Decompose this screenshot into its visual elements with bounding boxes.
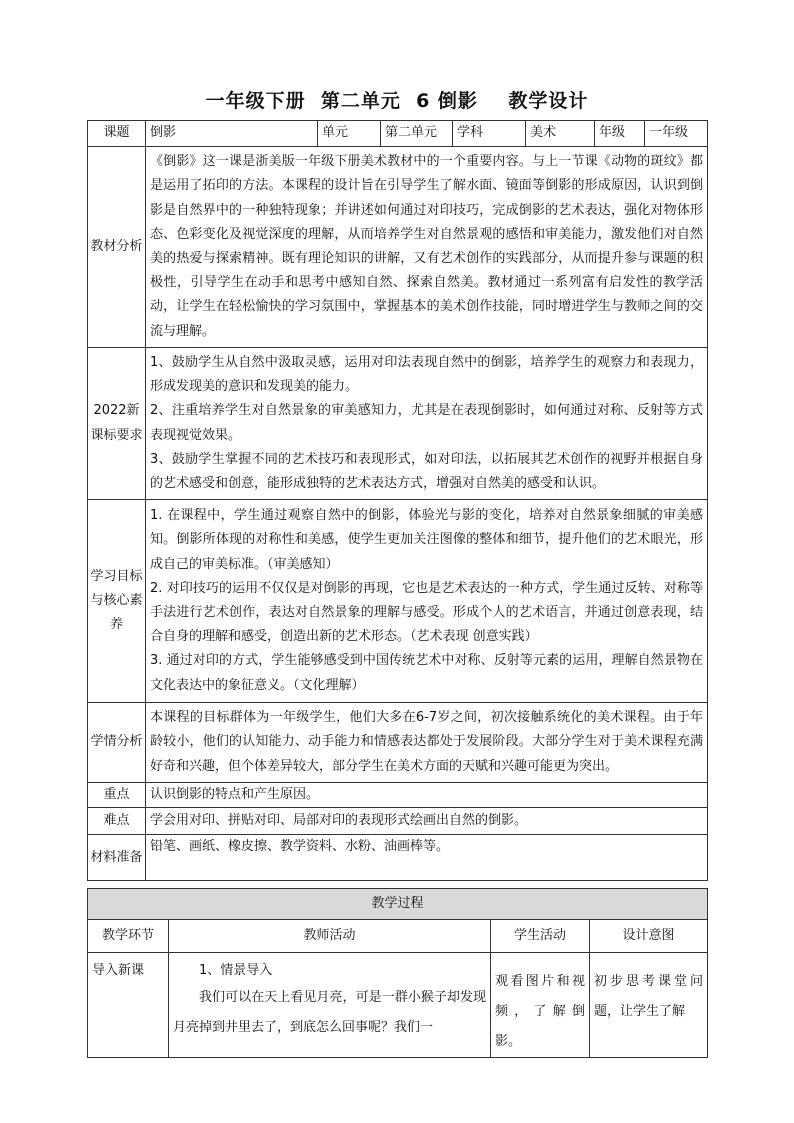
standards-item: 1、鼓励学生从自然中汲取灵感，运用对印法表现自然中的倒影，培养学生的观察力和表现力，形成发现美的意识和发现美的能力。 xyxy=(150,354,703,395)
teacher-activity-title: 1、情景导入 xyxy=(199,963,273,978)
learner-analysis-label: 学情分析 xyxy=(88,703,146,783)
materials-text: 铅笔、画纸、橡皮擦、教学资料、水粉、油画棒等。 xyxy=(146,835,708,881)
subject-label: 学科 xyxy=(453,121,526,147)
objectives-list xyxy=(146,500,708,703)
material-analysis-text: 《倒影》这一课是浙美版一年级下册美术教材中的一个重要内容。与上一节课《动物的斑纹》都是运用了拓印的方法。本课程的设计旨在引导学生了解水面、镜面等倒影的形成原因，认识到倒影是自然界中的一种独特现象；并讲述如何通过对印技巧，完成倒影的艺术表达，强化对物体形态、色彩变化及视觉深度的理解，从而培养学生对自然景观的感悟和审美能力，激发他们对自然美的热爱与探索精神。既有理论知识的讲解，又有艺术创作的实践部分，从而提升参与课题的积极性，引导学生在动手和思考中感知自然、探索自然美。教材通过一系列富有启发性的教学活动，让学生在轻松愉快的学习氛围中，掌握基本的美术创作技能，同时增进学生与教师之间的交流与理解。 xyxy=(146,147,708,348)
learner-analysis-row xyxy=(88,703,708,783)
subject-value: 美术 xyxy=(526,121,595,147)
header-row xyxy=(88,121,708,147)
teaching-process-table xyxy=(87,888,708,1058)
lesson-info-table xyxy=(87,120,708,881)
objectives-row xyxy=(88,500,708,703)
material-analysis-label: 教材分析 xyxy=(88,147,146,348)
standards-row xyxy=(88,348,708,500)
process-heading: 教学过程 xyxy=(88,889,708,920)
grade-value: 一年级 xyxy=(645,121,708,147)
objectives-label: 学习目标与核心素养 xyxy=(88,500,146,703)
learner-analysis-text: 本课程的目标群体为一年级学生，他们大多在6-7岁之间，初次接触系统化的美术课程。由于年龄较小，他们的认知能力、动手能力和情感表达都处于发展阶段。大部分学生对于美术课程充满好奇和兴趣，但个体差异较大，部分学生在美术方面的天赋和兴趣可能更为突出。 xyxy=(146,703,708,783)
materials-label: 材料准备 xyxy=(88,835,146,881)
process-student-activity: 观看图片和视频，了解倒影。 xyxy=(491,953,590,1058)
standards-list xyxy=(146,348,708,500)
standards-item: 3、鼓励学生掌握不同的艺术技巧和表现形式，如对印法，以拓展其艺术创作的视野并根据自身的艺术感受和创意，能形成独特的艺术表达方式，增强对自然美的感受和认识。 xyxy=(150,451,703,491)
material-analysis-row xyxy=(88,147,708,348)
process-column-headers xyxy=(88,920,708,953)
difficulty-text: 学会用对印、拼贴对印、局部对印的表现形式绘画出自然的倒影。 xyxy=(146,808,708,835)
column-header-intent: 设计意图 xyxy=(590,920,708,953)
column-header-student: 学生活动 xyxy=(491,920,590,953)
teacher-activity-text: 我们可以在天上看见月亮，可是一群小猴子却发现月亮掉到井里去了，到底怎么回事呢？我们一 xyxy=(173,990,486,1036)
process-design-intent: 初步思考课堂问题，让学生了解 xyxy=(590,953,708,1058)
difficulty-label: 难点 xyxy=(88,808,146,835)
process-row xyxy=(88,953,708,1058)
key-point-text: 认识倒影的特点和产生原因。 xyxy=(146,783,708,808)
process-heading-row xyxy=(88,889,708,920)
process-teacher-activity xyxy=(169,953,491,1058)
unit-label: 单元 xyxy=(318,121,381,147)
topic-value: 倒影 xyxy=(146,121,318,147)
topic-label: 课题 xyxy=(88,121,146,147)
unit-value: 第二单元 xyxy=(381,121,453,147)
grade-label: 年级 xyxy=(595,121,645,147)
key-point-label: 重点 xyxy=(88,783,146,808)
process-stage: 导入新课 xyxy=(88,953,169,1058)
column-header-teacher: 教师活动 xyxy=(169,920,491,953)
key-point-row xyxy=(88,783,708,808)
materials-row xyxy=(88,835,708,881)
objectives-item: 1. 在课程中，学生通过观察自然中的倒影，体验光与影的变化，培养对自然景象细腻的审美感知。倒影所体现的对称性和美感，使学生更加关注图像的整体和细节，提升他们的艺术眼光，形成自己的审美标准。（审美感知） xyxy=(150,508,703,572)
column-header-stage: 教学环节 xyxy=(88,920,169,953)
objectives-item: 3. 通过对印的方式，学生能够感受到中国传统艺术中对称、反射等元素的运用，理解自然景物在文化表达中的象征意义。（文化理解） xyxy=(150,653,703,693)
standards-label: 2022新课标要求 xyxy=(88,348,146,500)
standards-item: 2、注重培养学生对自然景象的审美感知力，尤其是在表现倒影时，如何通过对称、反射等方式表现视觉效果。 xyxy=(150,403,703,443)
objectives-item: 2. 对印技巧的运用不仅仅是对倒影的再现，它也是艺术表达的一种方式，学生通过反转、对称等手法进行艺术创作，表达对自然景象的理解与感受。形成个人的艺术语言，并通过创意表现，结合自身的理解和感受，创造出新的艺术形态。（艺术表现 创意实践） xyxy=(150,580,703,645)
document-title: 一年级下册 第二单元 6 倒影 教学设计 xyxy=(205,90,589,112)
difficulty-row xyxy=(88,808,708,835)
